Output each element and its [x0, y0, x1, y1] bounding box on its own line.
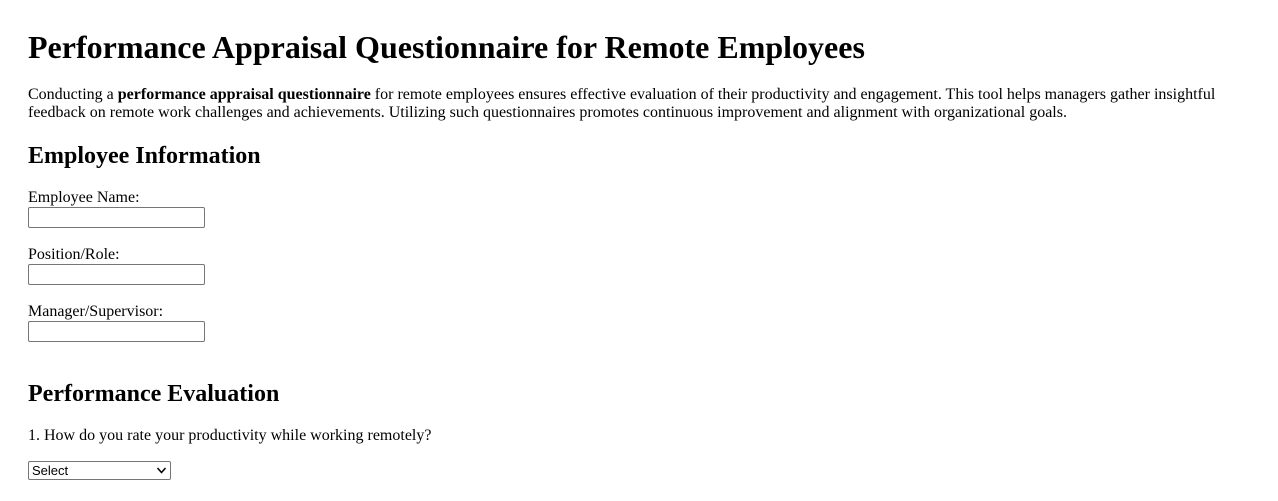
employee-name-label: Employee Name: — [28, 189, 140, 206]
position-role-label: Position/Role: — [28, 246, 120, 263]
productivity-rating-select[interactable] — [28, 461, 171, 480]
intro-paragraph — [28, 86, 1253, 122]
intro-prefix: Conducting a — [28, 86, 118, 103]
position-role-input[interactable] — [28, 264, 205, 285]
employee-info-heading: Employee Information — [28, 143, 261, 169]
intro-bold-term: performance appraisal questionnaire — [117, 86, 371, 103]
select-current-value: Select — [32, 463, 69, 478]
chevron-down-icon — [157, 467, 166, 474]
manager-supervisor-label: Manager/Supervisor: — [28, 303, 164, 320]
performance-evaluation-heading: Performance Evaluation — [28, 381, 280, 407]
intro-suffix: for remote employees ensures effective evaluation of their productivity and engagement. This tool helps managers gather insightful feedback on remote work challenges and achievements. Utilizing such questionnaires promotes continuous improvement and alignment with organizational goals. — [28, 86, 1216, 121]
page-title: Performance Appraisal Questionnaire for Remote Employees — [28, 29, 865, 65]
question-1-text: 1. How do you rate your productivity while working remotely? — [28, 427, 432, 444]
employee-name-input[interactable] — [28, 207, 205, 228]
manager-supervisor-input[interactable] — [28, 321, 205, 342]
